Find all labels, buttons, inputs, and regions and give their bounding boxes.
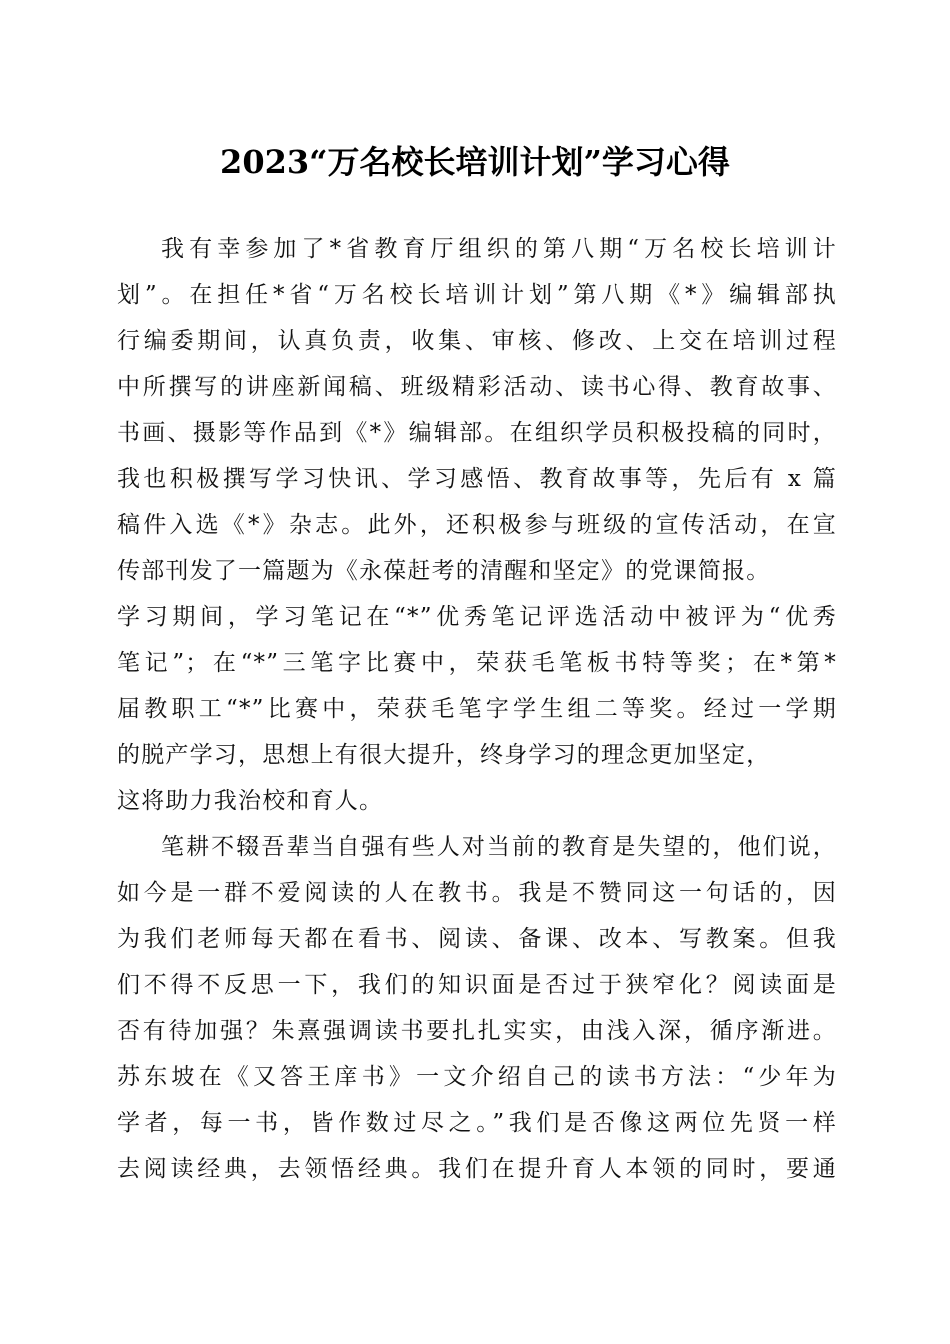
paragraph-line: 书画、摄影等作品到《*》编辑部。在组织学员积极投稿的同时，: [117, 420, 837, 446]
paragraph-line: 苏东坡在《又答王庠书》一文介绍自己的读书方法：“少年为: [117, 1064, 837, 1090]
paragraph-line: 如今是一群不爱阅读的人在教书。我是不赞同这一句话的，因: [117, 880, 837, 906]
document-title: 2023“万名校长培训计划”学习心得: [220, 143, 730, 181]
paragraph-line: 中所撰写的讲座新闻稿、班级精彩活动、读书心得、教育故事、: [117, 374, 837, 400]
paragraph-line: 去阅读经典，去领悟经典。我们在提升育人本领的同时，要通: [117, 1156, 837, 1182]
paragraph-line: 们不得不反思一下，我们的知识面是否过于狭窄化？阅读面是: [117, 972, 837, 998]
paragraph-line: 学习期间，学习笔记在“*”优秀笔记评选活动中被评为“优秀: [117, 604, 837, 630]
paragraph-1: [117, 226, 837, 824]
paragraph-2: [117, 824, 837, 1192]
paragraph-line: 我也积极撰写学习快讯、学习感悟、教育故事等，先后有 x 篇: [117, 466, 837, 492]
paragraph-line: 这将助力我治校和育人。: [117, 788, 384, 814]
paragraph-line: 笔耕不辍吾辈当自强有些人对当前的教育是失望的，他们说，: [161, 834, 837, 860]
paragraph-line: 笔记”；在“*”三笔字比赛中，荣获毛笔板书特等奖；在*第*: [117, 650, 837, 676]
paragraph-line: 划”。在担任*省“万名校长培训计划”第八期《*》编辑部执: [117, 282, 837, 308]
paragraph-line: 否有待加强？朱熹强调读书要扎扎实实，由浅入深，循序渐进。: [117, 1018, 837, 1044]
paragraph-line: 传部刊发了一篇题为《永葆赶考的清醒和坚定》的党课简报。: [117, 558, 771, 584]
paragraph-line: 稿件入选《*》杂志。此外，还积极参与班级的宣传活动，在宣: [117, 512, 837, 538]
paragraph-line: 届教职工“*”比赛中，荣获毛笔字学生组二等奖。经过一学期: [117, 696, 837, 722]
document-body: [117, 226, 837, 1192]
paragraph-line: 我有幸参加了*省教育厅组织的第八期“万名校长培训计: [161, 236, 837, 262]
paragraph-line: 学者，每一书，皆作数过尽之。”我们是否像这两位先贤一样: [117, 1110, 837, 1136]
paragraph-line: 行编委期间，认真负责，收集、审核、修改、上交在培训过程: [117, 328, 837, 354]
paragraph-line: 的脱产学习，思想上有很大提升，终身学习的理念更加坚定，: [117, 742, 771, 768]
paragraph-line: 为我们老师每天都在看书、阅读、备课、改本、写教案。但我: [117, 926, 837, 952]
